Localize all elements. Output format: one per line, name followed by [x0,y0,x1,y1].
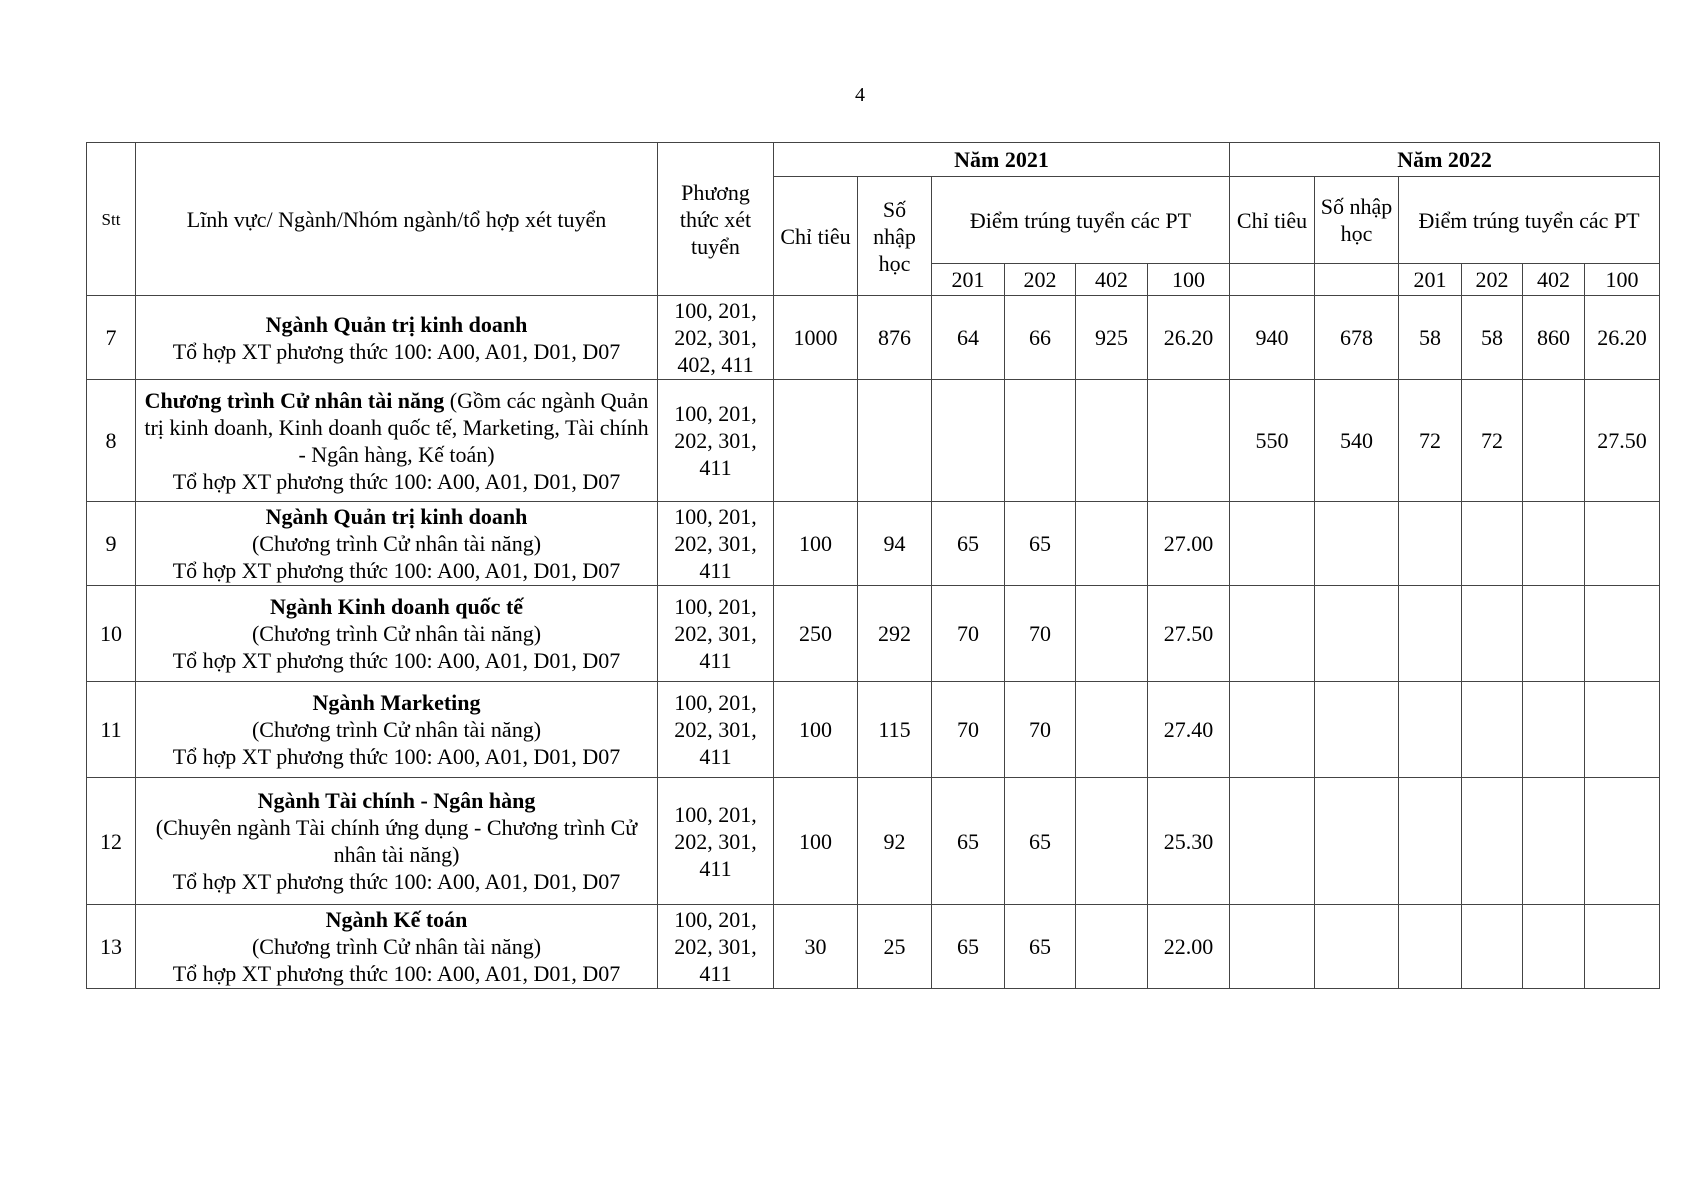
quota-2022-header: Chỉ tiêu [1230,177,1315,264]
quota-2022-cell [1230,905,1315,989]
score-202-2021-cell: 66 [1005,296,1076,380]
method-cell: 100, 201, 202, 301, 402, 411 [658,296,774,380]
enrolled-2022-cell [1315,778,1399,905]
score-402-2022-cell [1523,905,1585,989]
method-cell: 100, 201, 202, 301, 411 [658,586,774,682]
score-100-2022-cell [1585,778,1660,905]
field-line: Tổ hợp XT phương thức 100: A00, A01, D01, D07 [172,338,621,364]
field-line: Tổ hợp XT phương thức 100: A00, A01, D01, D07 [172,468,621,494]
field-line: (Chương trình Cử nhân tài năng) [251,621,542,646]
quota-2021-cell [774,380,858,502]
enrolled-2021-cell: 292 [858,586,932,682]
enrolled-2021-cell: 92 [858,778,932,905]
score-402-2021-cell [1076,682,1148,778]
table-row [87,778,1660,905]
field-line: (Chương trình Cử nhân tài năng) [251,531,542,556]
score-100-2021-cell: 27.40 [1148,682,1230,778]
field-cell [136,778,658,905]
score-201-2021-cell: 65 [932,502,1005,586]
method-cell: 100, 201, 202, 301, 411 [658,682,774,778]
score-100-2021-cell: 25.30 [1148,778,1230,905]
score-201-2021-cell: 65 [932,905,1005,989]
stt-cell: 12 [87,778,136,905]
quota-2021-cell: 250 [774,586,858,682]
score-100-2022-cell: 26.20 [1585,296,1660,380]
score-202-2021-cell: 65 [1005,778,1076,905]
enrolled-2022-cell [1315,905,1399,989]
field-cell [136,380,658,502]
score-201-2022-cell [1399,502,1462,586]
method-cell: 100, 201, 202, 301, 411 [658,778,774,905]
quota-2022-cell [1230,502,1315,586]
quota-2022-subcell [1230,264,1315,296]
score-202-2021-cell [1005,380,1076,502]
stt-cell: 8 [87,380,136,502]
field-line: Tổ hợp XT phương thức 100: A00, A01, D01, D07 [172,744,621,769]
enrolled-2021-cell [858,380,932,502]
quota-2021-cell: 100 [774,682,858,778]
code-202-2022-header: 202 [1462,264,1523,296]
table-row [87,905,1660,989]
score-100-2021-cell: 27.50 [1148,586,1230,682]
table-body [87,296,1660,989]
enrolled-2021-cell: 25 [858,905,932,989]
code-100-2021-header: 100 [1148,264,1230,296]
score-402-2022-cell [1523,502,1585,586]
score-201-2022-cell: 72 [1399,380,1462,502]
score-202-2022-cell [1462,905,1523,989]
code-402-2021-header: 402 [1076,264,1148,296]
page-number: 4 [855,84,865,106]
stt-header: Stt [87,143,136,296]
score-202-2022-cell: 72 [1462,380,1523,502]
score-201-2022-cell [1399,586,1462,682]
field-title: Ngành Quản trị kinh doanh [265,311,528,337]
score-201-2022-cell [1399,682,1462,778]
code-402-2022-header: 402 [1523,264,1585,296]
enrolled-2021-cell: 94 [858,502,932,586]
enrolled-2022-cell: 678 [1315,296,1399,380]
score-202-2021-cell: 65 [1005,502,1076,586]
field-title: Chương trình Cử nhân tài năng [144,387,445,413]
field-line: (Chuyên ngành Tài chính ứng dụng - Chương trình Cử nhân tài năng) [155,815,638,867]
field-line: Tổ hợp XT phương thức 100: A00, A01, D01, D07 [172,558,621,583]
score-402-2021-cell [1076,380,1148,502]
table-row [87,682,1660,778]
table-row [87,586,1660,682]
code-201-2022-header: 201 [1399,264,1462,296]
field-title: Ngành Marketing [312,690,481,715]
field-cell [136,586,658,682]
quota-2021-cell: 100 [774,502,858,586]
table-row [87,502,1660,586]
score-201-2021-cell: 70 [932,682,1005,778]
score-201-2022-cell: 58 [1399,296,1462,380]
admissions-table [86,142,1660,989]
field-cell [136,296,658,380]
score-202-2022-cell [1462,502,1523,586]
score-100-2022-cell [1585,586,1660,682]
field-header: Lĩnh vực/ Ngành/Nhóm ngành/tổ hợp xét tuyển [136,143,658,296]
score-100-2022-cell [1585,502,1660,586]
score-402-2021-cell [1076,905,1148,989]
score-201-2021-cell: 70 [932,586,1005,682]
stt-cell: 10 [87,586,136,682]
method-header: Phương thức xét tuyển [658,143,774,296]
score-402-2022-cell [1523,380,1585,502]
field-line: Tổ hợp XT phương thức 100: A00, A01, D01, D07 [172,961,621,986]
score-202-2022-cell [1462,586,1523,682]
field-cell [136,905,658,989]
code-100-2022-header: 100 [1585,264,1660,296]
field-cell [136,502,658,586]
quota-2022-cell [1230,682,1315,778]
score-402-2022-cell [1523,586,1585,682]
score-402-2021-cell [1076,586,1148,682]
quota-2021-cell: 30 [774,905,858,989]
score-402-2021-cell [1076,502,1148,586]
score-202-2021-cell: 70 [1005,586,1076,682]
score-402-2021-cell: 925 [1076,296,1148,380]
quota-2022-cell: 550 [1230,380,1315,502]
field-cell [136,682,658,778]
year-2022-header: Năm 2022 [1230,143,1660,177]
method-cell: 100, 201, 202, 301, 411 [658,905,774,989]
code-201-2021-header: 201 [932,264,1005,296]
year-2021-header: Năm 2021 [774,143,1230,177]
quota-2021-header: Chỉ tiêu [774,177,858,296]
quota-2022-cell [1230,586,1315,682]
field-line: Tổ hợp XT phương thức 100: A00, A01, D01, D07 [172,648,621,673]
table-row [87,380,1660,502]
score-402-2022-cell [1523,682,1585,778]
score-201-2022-cell [1399,905,1462,989]
quota-2021-cell: 100 [774,778,858,905]
enrolled-2022-cell [1315,586,1399,682]
score-402-2022-cell [1523,778,1585,905]
enrolled-2022-cell: 540 [1315,380,1399,502]
scores-2021-header: Điểm trúng tuyển các PT [932,177,1230,264]
score-201-2021-cell: 64 [932,296,1005,380]
enrolled-2021-cell: 876 [858,296,932,380]
field-line: Tổ hợp XT phương thức 100: A00, A01, D01, D07 [172,869,621,894]
quota-2021-cell: 1000 [774,296,858,380]
field-title: Ngành Quản trị kinh doanh [265,504,528,529]
score-402-2021-cell [1076,778,1148,905]
score-201-2021-cell: 65 [932,778,1005,905]
score-201-2021-cell [932,380,1005,502]
score-100-2021-cell: 27.00 [1148,502,1230,586]
field-title: Ngành Kế toán [325,907,468,932]
method-cell: 100, 201, 202, 301, 411 [658,380,774,502]
score-100-2022-cell [1585,682,1660,778]
scores-2022-header: Điểm trúng tuyển các PT [1399,177,1660,264]
score-100-2021-cell: 26.20 [1148,296,1230,380]
score-202-2022-cell: 58 [1462,296,1523,380]
score-402-2022-cell: 860 [1523,296,1585,380]
field-title-rest: (Gồm các ngành Quản trị kinh doanh, Kinh doanh quốc tế, Marketing, Tài chính - Ngân hàng, Kế toán) [144,387,649,467]
score-202-2021-cell: 65 [1005,905,1076,989]
score-100-2022-cell: 27.50 [1585,380,1660,502]
stt-cell: 11 [87,682,136,778]
field-line: (Chương trình Cử nhân tài năng) [251,934,542,959]
field-title: Ngành Kinh doanh quốc tế [269,594,524,619]
score-202-2022-cell [1462,682,1523,778]
score-201-2022-cell [1399,778,1462,905]
score-100-2021-cell [1148,380,1230,502]
enrolled-2022-header: Số nhập học [1315,177,1399,264]
score-100-2021-cell: 22.00 [1148,905,1230,989]
enrolled-2021-cell: 115 [858,682,932,778]
enrolled-2022-subcell [1315,264,1399,296]
table-header [87,143,1660,296]
enrolled-2021-header: Số nhập học [858,177,932,296]
enrolled-2022-cell [1315,682,1399,778]
score-202-2021-cell: 70 [1005,682,1076,778]
stt-cell: 7 [87,296,136,380]
table-row [87,296,1660,380]
quota-2022-cell [1230,778,1315,905]
field-title: Ngành Tài chính - Ngân hàng [257,788,536,813]
enrolled-2022-cell [1315,502,1399,586]
stt-cell: 9 [87,502,136,586]
code-202-2021-header: 202 [1005,264,1076,296]
stt-cell: 13 [87,905,136,989]
method-cell: 100, 201, 202, 301, 411 [658,502,774,586]
field-line: (Chương trình Cử nhân tài năng) [251,717,542,742]
score-202-2022-cell [1462,778,1523,905]
score-100-2022-cell [1585,905,1660,989]
quota-2022-cell: 940 [1230,296,1315,380]
